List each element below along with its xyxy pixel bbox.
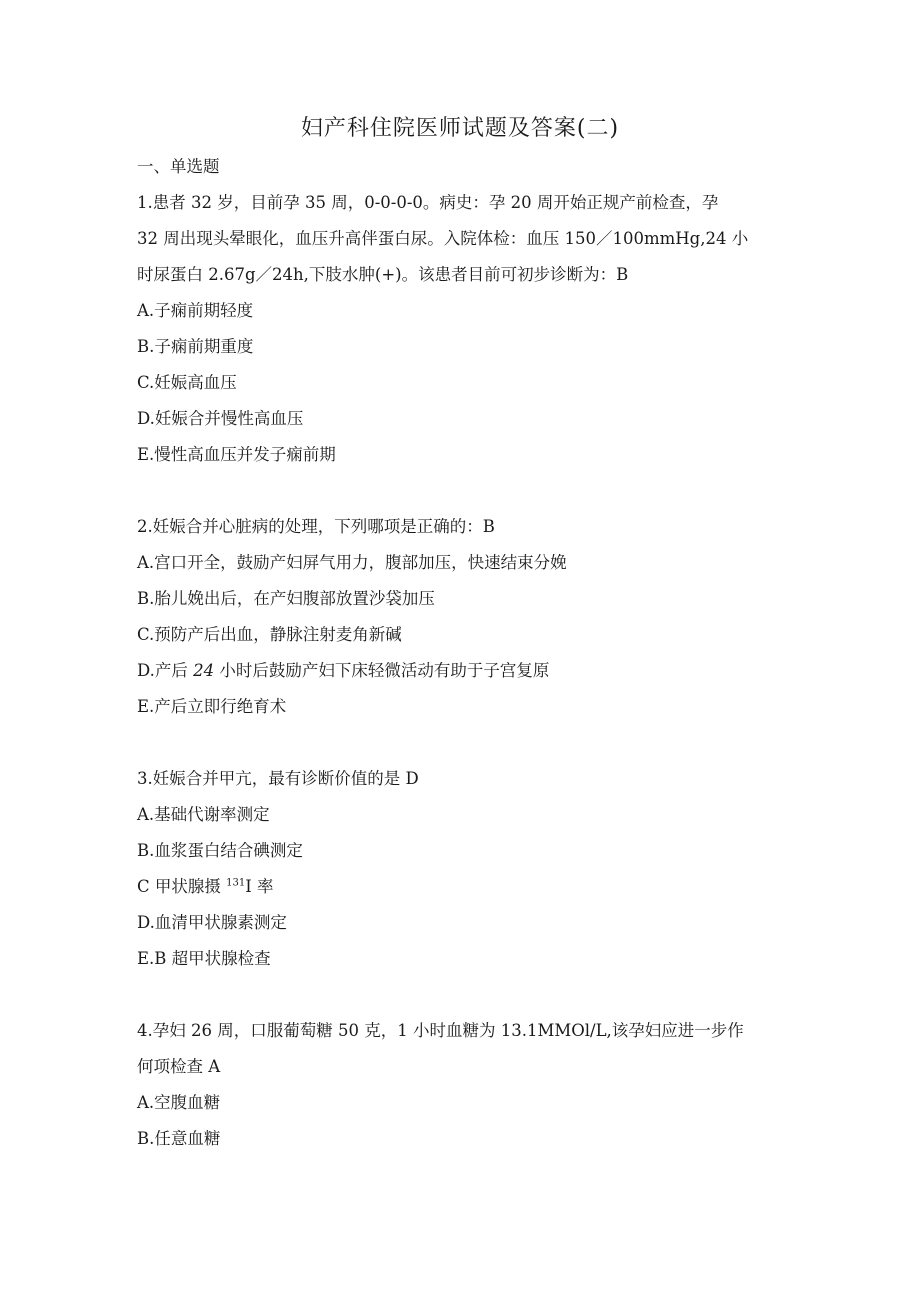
- option-d: [137, 653, 785, 689]
- question-4: [137, 1013, 785, 1157]
- option-c-prefix: C 甲状腺摄: [137, 877, 227, 896]
- option-e: E.产后立即行绝育术: [137, 697, 287, 716]
- question-spacer: [137, 473, 785, 509]
- option-e: E.慢性高血压并发子痫前期: [137, 445, 336, 464]
- option-b: B.胎儿娩出后，在产妇腹部放置沙袋加压: [137, 589, 435, 608]
- question-stem-line: 32 周出现头晕眼化，血压升高伴蛋白尿。入院体检：血压 150／100mmHg,24 小: [137, 229, 749, 248]
- question-stem-line: 4.孕妇 26 周，口服葡萄糖 50 克，1 小时血糖为 13.1MMOl/L,该孕妇应进一步作: [137, 1021, 744, 1040]
- document-title: 妇产科住院医师试题及答案(二): [300, 116, 620, 141]
- option-b: B.任意血糖: [137, 1129, 221, 1148]
- question-stem-line: 2.妊娠合并心脏病的处理，下列哪项是正确的：B: [137, 517, 495, 536]
- question-stem-line: 1.患者 32 岁，目前孕 35 周，0-0-0-0。病史：孕 20 周开始正规产前检查，孕: [137, 193, 719, 212]
- option-d-prefix: D.产后: [137, 661, 194, 680]
- option-c-isotope-mass: 131: [226, 877, 246, 889]
- option-b: B.血浆蛋白结合碘测定: [137, 841, 303, 860]
- section-heading: 一、单选题: [137, 157, 220, 176]
- option-d: D.血清甲状腺素测定: [137, 913, 287, 932]
- option-c: [137, 869, 785, 905]
- question-spacer: [137, 977, 785, 1013]
- question-3: [137, 761, 785, 977]
- option-d: D.妊娠合并慢性高血压: [137, 409, 304, 428]
- option-e: E.B 超甲状腺检查: [137, 949, 271, 968]
- question-1: [137, 185, 785, 473]
- question-stem-line: 何项检查 A: [137, 1057, 221, 1076]
- option-a: A.空腹血糖: [137, 1093, 221, 1112]
- option-a: A.宫口开全，鼓励产妇屏气用力，腹部加压，快速结束分娩: [137, 553, 567, 572]
- document-body: [137, 149, 785, 1157]
- option-b: B.子痫前期重度: [137, 337, 254, 356]
- option-c-suffix: I 率: [245, 877, 274, 896]
- option-a: A.基础代谢率测定: [137, 805, 270, 824]
- question-spacer: [137, 725, 785, 761]
- option-c: C.妊娠高血压: [137, 373, 237, 392]
- option-d-suffix: 小时后鼓励产妇下床轻微活动有助于子宫复原: [214, 661, 550, 680]
- option-a: A.子痫前期轻度: [137, 301, 254, 320]
- option-d-hours: 24: [193, 661, 215, 680]
- question-stem-line: 时尿蛋白 2.67g／24h,下肢水肿(+)。该患者目前可初步诊断为：B: [137, 265, 629, 284]
- question-stem-line: 3.妊娠合并甲亢，最有诊断价值的是 D: [137, 769, 419, 788]
- option-c: C.预防产后出血，静脉注射麦角新碱: [137, 625, 402, 644]
- question-2: [137, 509, 785, 725]
